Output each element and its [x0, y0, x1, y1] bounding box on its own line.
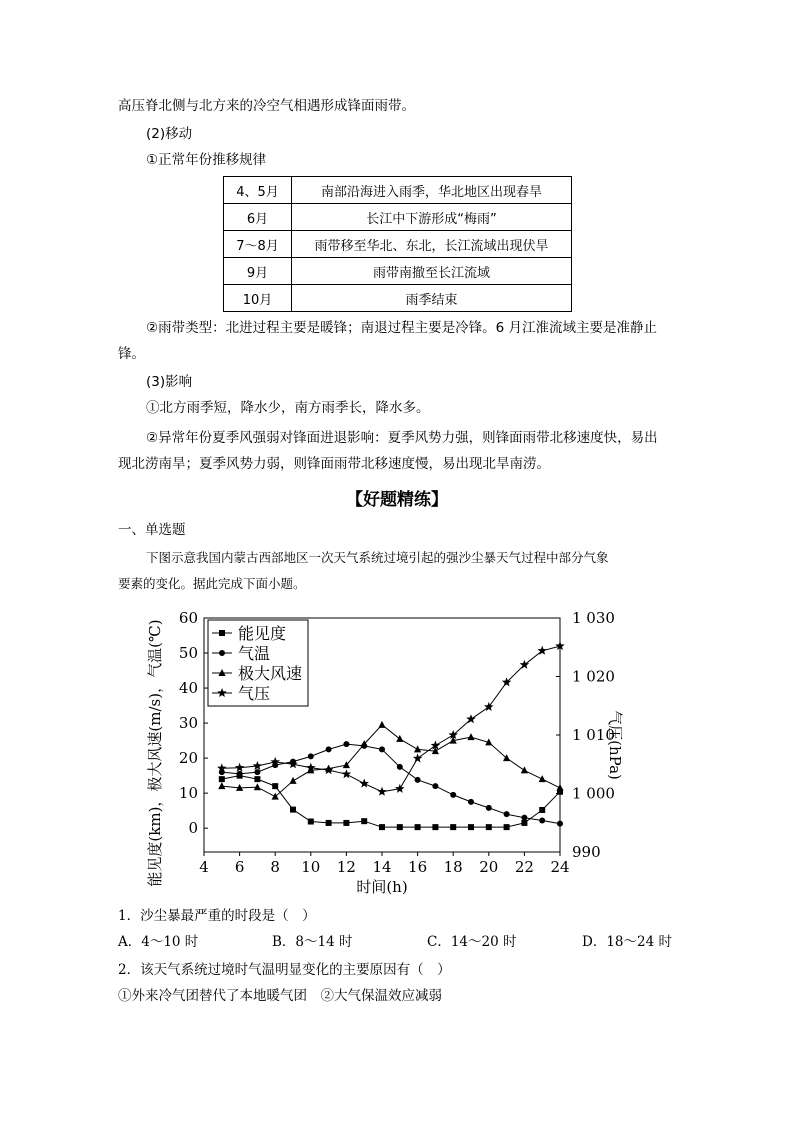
paragraph-abnormal-year-cont: 现北涝南旱；夏季风势力弱，则锋面雨带北移速度慢，易出现北旱南涝。	[118, 456, 550, 472]
y-right-tick-label: 1 030	[572, 609, 615, 627]
data-point-triangle	[556, 784, 563, 791]
data-point-star	[395, 784, 405, 793]
data-point-triangle	[396, 735, 403, 742]
data-point-triangle	[218, 782, 225, 789]
y-right-axis-label: 气压(hPa)	[606, 710, 624, 780]
data-point-circle	[504, 811, 510, 817]
data-point-circle	[432, 783, 438, 789]
schedule-row	[224, 258, 572, 285]
data-point-triangle	[467, 733, 474, 740]
data-point-square	[379, 824, 385, 830]
question-1-stem: 1．沙尘暴最严重的时段是（ ）	[118, 908, 316, 924]
data-point-star	[324, 765, 334, 774]
data-point-square	[450, 824, 456, 830]
data-point-circle	[468, 799, 474, 805]
paragraph-rain-belt-type: ②雨带类型：北进过程主要是暖锋；南退过程主要是冷锋。6 月江淮流域主要是准静止	[146, 320, 657, 336]
data-point-circle	[254, 769, 260, 775]
data-point-square	[432, 824, 438, 830]
x-tick-label: 18	[443, 858, 463, 876]
y-left-tick-label: 40	[178, 679, 198, 698]
data-point-square	[415, 824, 421, 830]
data-point-square	[486, 824, 492, 830]
weather-elements-chart	[140, 604, 624, 902]
data-point-circle	[379, 746, 385, 752]
data-point-square	[539, 807, 545, 813]
y-left-tick-label: 0	[188, 819, 198, 838]
data-point-circle	[557, 821, 563, 827]
schedule-desc-cell: 雨带移至华北、东北，长江流域出现伏旱	[292, 231, 572, 258]
data-point-square	[504, 824, 510, 830]
x-tick-label: 4	[199, 858, 209, 876]
data-point-circle	[343, 741, 349, 747]
y-left-axis-label: 能见度(km)，极大风速(m/s)，气温(℃)	[146, 619, 164, 887]
rain-belt-schedule-table	[223, 176, 572, 312]
data-point-square	[521, 820, 527, 826]
data-point-triangle	[289, 777, 296, 784]
question-1-option-c: C．14～20 时	[427, 934, 517, 950]
question-1-option-d: D．18～24 时	[582, 934, 672, 950]
y-right-tick-label: 1 020	[572, 667, 615, 686]
y-left-tick-label: 30	[178, 714, 198, 733]
data-point-triangle	[272, 793, 279, 800]
data-point-circle	[539, 817, 545, 823]
schedule-month-cell: 6月	[224, 204, 292, 231]
paragraph-impact-north-south: ①北方雨季短，降水少，南方雨季长，降水多。	[146, 400, 430, 416]
data-point-square	[272, 783, 278, 789]
x-tick-label: 14	[372, 858, 392, 876]
data-point-circle	[237, 771, 243, 777]
y-right-tick-label: 1 000	[572, 784, 615, 803]
data-point-square	[308, 819, 314, 825]
x-tick-label: 16	[408, 858, 428, 876]
data-point-square	[254, 776, 260, 782]
data-point-circle	[486, 805, 492, 811]
data-point-triangle	[503, 754, 510, 761]
legend-marker-circle	[219, 650, 225, 656]
question-2-stem: 2．该天气系统过境时气温明显变化的主要原因有（ ）	[118, 962, 451, 978]
data-point-circle	[326, 746, 332, 752]
data-point-square	[468, 824, 474, 830]
data-point-triangle	[378, 721, 385, 728]
data-point-square	[343, 820, 349, 826]
data-point-circle	[521, 815, 527, 821]
x-tick-label: 22	[514, 858, 534, 876]
schedule-desc-cell: 雨季结束	[292, 285, 572, 312]
paragraph-front-rain-belt: 高压脊北侧与北方来的冷空气相遇形成锋面雨带。	[118, 98, 415, 114]
schedule-desc-cell: 南部沿海进入雨季，华北地区出现春旱	[292, 177, 572, 204]
section-heading-practice: 【好题精练】	[346, 490, 448, 510]
data-point-circle	[450, 792, 456, 798]
y-right-tick-label: 990	[572, 843, 601, 861]
x-axis-label: 时间(h)	[356, 878, 408, 896]
schedule-desc-cell: 雨带南撤至长江流域	[292, 258, 572, 285]
data-point-triangle	[539, 775, 546, 782]
question-intro-line2: 要素的变化。据此完成下面小题。	[118, 576, 306, 591]
x-tick-label: 10	[301, 858, 321, 876]
schedule-row	[224, 177, 572, 204]
schedule-row	[224, 204, 572, 231]
data-point-square	[397, 824, 403, 830]
y-right-tick-label: 1 010	[572, 726, 615, 744]
data-point-square	[219, 776, 225, 782]
x-tick-label: 20	[479, 858, 499, 876]
legend-marker-square	[219, 630, 225, 636]
schedule-month-cell: 9月	[224, 258, 292, 285]
paragraph-rain-belt-type-cont: 锋。	[118, 346, 145, 362]
paragraph-movement-heading: (2)移动	[146, 126, 193, 142]
data-point-circle	[397, 764, 403, 770]
data-point-square	[290, 807, 296, 813]
data-point-star	[377, 787, 387, 796]
y-left-tick-label: 50	[178, 644, 198, 663]
legend-label: 气压	[238, 684, 271, 703]
section-single-choice: 一、单选题	[118, 522, 186, 538]
y-left-tick-label: 60	[178, 609, 198, 627]
data-point-star	[342, 769, 352, 778]
data-point-star	[253, 761, 263, 770]
x-tick-label: 12	[336, 858, 356, 876]
data-point-star	[413, 753, 423, 762]
schedule-month-cell: 4、5月	[224, 177, 292, 204]
legend-label: 极大风速	[238, 664, 303, 683]
data-point-triangle	[414, 745, 421, 752]
question-1-option-a: A．4～10 时	[118, 934, 199, 950]
question-1-option-b: B．8～14 时	[272, 934, 353, 950]
data-point-triangle	[521, 766, 528, 773]
y-left-tick-label: 20	[178, 749, 198, 768]
data-point-square	[326, 820, 332, 826]
schedule-month-cell: 10月	[224, 285, 292, 312]
data-point-circle	[308, 753, 314, 759]
question-intro-line1: 下图示意我国内蒙古西部地区一次天气系统过境引起的强沙尘暴天气过程中部分气象	[146, 550, 609, 565]
paragraph-impact-heading: (3)影响	[146, 374, 193, 390]
data-point-square	[361, 818, 367, 824]
schedule-row	[224, 231, 572, 258]
paragraph-abnormal-year: ②异常年份夏季风强弱对锋面进退影响：夏季风势力强，则锋面雨带北移速度快，易出	[146, 430, 658, 446]
x-tick-label: 6	[234, 858, 245, 876]
x-tick-label: 8	[270, 858, 280, 876]
y-left-tick-label: 10	[178, 784, 198, 803]
data-point-triangle	[254, 783, 261, 790]
paragraph-normal-year-heading: ①正常年份推移规律	[146, 152, 267, 168]
data-point-star	[235, 763, 245, 772]
x-tick-label: 24	[550, 858, 570, 876]
schedule-row	[224, 285, 572, 312]
question-2-choices: ①外来冷气团替代了本地暖气团 ②大气保温效应减弱	[118, 988, 442, 1004]
data-point-star	[359, 779, 369, 788]
legend-label: 气温	[238, 644, 271, 663]
schedule-month-cell: 7～8月	[224, 231, 292, 258]
legend-label: 能见度	[238, 624, 287, 643]
data-point-circle	[415, 777, 421, 783]
schedule-desc-cell: 长江中下游形成“梅雨”	[292, 204, 572, 231]
